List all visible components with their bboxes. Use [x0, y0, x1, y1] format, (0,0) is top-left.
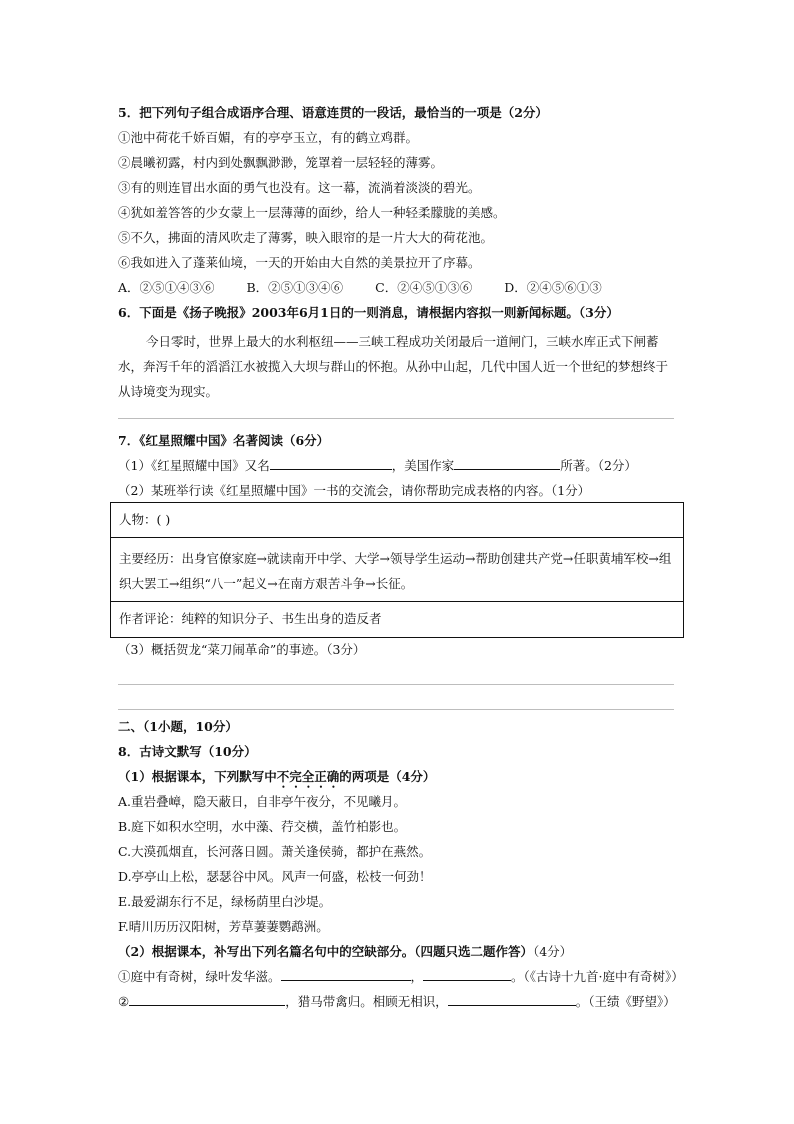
q7-sub1-text-c: 所著。（2分）: [560, 458, 637, 473]
q8-sub2: [118, 943, 572, 961]
q8-fill2-text-c: 。（王绩《野望》）: [575, 994, 676, 1009]
q8-sub1-text-a: （1）根据课本，下列默写中: [118, 769, 277, 784]
q7-sub1-text-b: ，美国作家: [391, 458, 455, 473]
table-row: [111, 602, 683, 637]
section-heading: 二、（1小题，10分）: [118, 719, 238, 734]
q8-fill-2: [118, 993, 676, 1011]
q8-option-f: F.晴川历历汉阳树，芳草萋萋鹦鹉洲。: [118, 919, 329, 934]
q5-options: [118, 279, 602, 297]
q8-option-a: A.重岩叠嶂，隐天蔽日，自非亭午夜分，不见曦月。: [118, 794, 407, 809]
q7-answer-line[interactable]: [118, 684, 674, 685]
q7-sub1-text-a: （1）《红星照耀中国》又名: [118, 458, 270, 473]
q6-passage: 今日零时，世界上最大的水利枢纽——三峡工程成功关闭最后一道闸门，三峡水库正式下闸蓄水，奔泻千年的滔滔江水被揽入大坝与群山的怀抱。从孙中山起，几代中国人近一个世纪的梦想终于从诗境变为现实。: [118, 334, 669, 399]
q5-sentence: ⑤不久，拂面的清风吹走了薄雾，映入眼帘的是一片大大的荷花池。: [118, 230, 494, 245]
q5-option-b: B．②⑤①③④⑥: [246, 280, 344, 295]
q8-stem: 8．古诗文默写（10分）: [118, 744, 257, 759]
q8-option-b: B.庭下如积水空明，水中藻、荇交横，盖竹柏影也。: [118, 819, 407, 834]
table-row: [111, 503, 683, 538]
q8-fill1-blank-2[interactable]: [423, 968, 511, 981]
q8-fill1-text-a: ①庭中有奇树，绿叶发华滋。: [118, 969, 281, 984]
q8-fill-1: [118, 968, 684, 986]
q8-fill2-text-b: ，猎马带禽归。相顾无相识，: [285, 994, 448, 1009]
q7-sub1: [118, 457, 637, 475]
q7-stem: 7．《红星照耀中国》名著阅读（6分）: [118, 433, 330, 448]
q6-stem: 6．下面是《扬子晚报》2003年6月1日的一则消息，请根据内容拟一则新闻标题。（3分）: [118, 305, 619, 320]
q8-fill1-text-b: ，: [410, 969, 424, 984]
q8-option-d: D.亭亭山上松，瑟瑟谷中风。风声一何盛，松枝一何劲！: [118, 869, 432, 884]
q5-option-d: D．②④⑤⑥①③: [504, 280, 602, 295]
table-row: [111, 538, 683, 602]
q5-stem: 5．把下列句子组合成语序合理、语意连贯的一段话，最恰当的一项是（2分）: [118, 105, 548, 120]
q7-table-person[interactable]: 人物：( ): [119, 512, 171, 527]
q7-sub2: （2）某班举行读《红星照耀中国》一书的交流会，请你帮助完成表格的内容。（1分）: [118, 483, 591, 498]
q8-sub2-text: （2）根据课本，补写出下列名篇名句中的空缺部分。（四题只选二题作答）: [118, 944, 533, 959]
q8-sub2-score: （4分）: [532, 944, 573, 959]
q8-fill1-text-c: 。（《古诗十九首·庭中有奇树》）: [511, 969, 684, 984]
q8-sub1-emphasis: 不完全正确: [276, 769, 340, 784]
q8-fill1-blank-1[interactable]: [281, 968, 411, 981]
q7-answer-line[interactable]: [118, 709, 674, 710]
q8-sub1: [118, 768, 435, 791]
q8-option-e: E.最爱湖东行不足，绿杨荫里白沙堤。: [118, 894, 332, 909]
q5-sentence: ①池中荷花千娇百媚，有的亭亭玉立，有的鹤立鸡群。: [118, 130, 419, 145]
q7-sub3: （3）概括贺龙“菜刀闹革命”的事迹。（3分）: [118, 642, 366, 657]
q5-sentence: ②晨曦初露，村内到处飘飘渺渺，笼罩着一层轻轻的薄雾。: [118, 155, 444, 170]
q8-fill2-blank-2[interactable]: [448, 993, 576, 1006]
q5-option-a: A．②⑤①④③⑥: [118, 280, 215, 295]
q8-sub1-text-b: 的两项是（4分）: [339, 769, 436, 784]
q5-sentence: ③有的则连冒出水面的勇气也没有。这一幕，流淌着淡淡的碧光。: [118, 180, 481, 195]
q7-blank-author[interactable]: [454, 457, 560, 470]
q5-sentence: ⑥我如进入了蓬莱仙境，一天的开始由大自然的美景拉开了序幕。: [118, 255, 481, 270]
q8-fill2-blank-1[interactable]: [129, 993, 285, 1006]
q7-table-comment: 作者评论：纯粹的知识分子、书生出身的造反者: [119, 611, 382, 626]
q7-table: [110, 502, 684, 638]
q5-option-c: C．②④⑤①③⑥: [375, 280, 473, 295]
q8-option-c: C.大漠孤烟直，长河落日圆。萧关逢侯骑，都护在燕然。: [118, 844, 432, 859]
q8-fill2-text-a: ②: [118, 994, 130, 1009]
q6-answer-line[interactable]: [118, 418, 674, 419]
q7-blank-alt-title[interactable]: [270, 457, 392, 470]
q7-table-experience: 主要经历：出身官僚家庭→就读南开中学、大学→领导学生运动→帮助创建共产党→任职黄埔军校→组织大罢工→组织“八一”起义→在南方艰苦斗争→长征。: [119, 551, 672, 591]
q5-sentence: ④犹如羞答答的少女蒙上一层薄薄的面纱，给人一种轻柔朦胧的美感。: [118, 205, 506, 220]
